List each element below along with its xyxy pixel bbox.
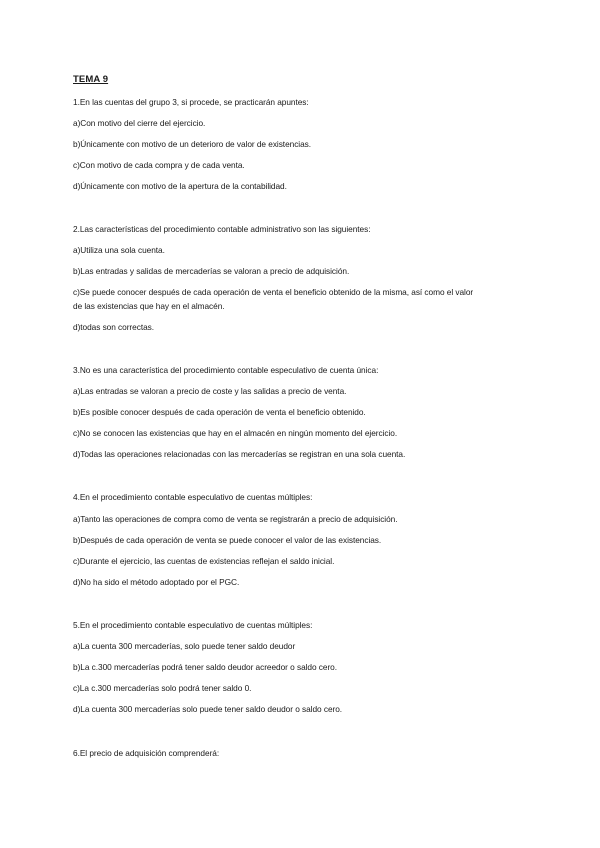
question-3-text: 3.No es una característica del procedimiento contable especulativo de cuenta única: [73, 365, 379, 375]
question-1-option-c: c)Con motivo de cada compra y de cada venta. [73, 160, 245, 170]
question-2-option-a: a)Utiliza una sola cuenta. [73, 245, 165, 255]
question-4-option-d: d)No ha sido el método adoptado por el PGC. [73, 577, 240, 587]
question-2-option-b: b)Las entradas y salidas de mercaderías se valoran a precio de adquisición. [73, 266, 350, 276]
question-6-text: 6.El precio de adquisición comprenderá: [73, 748, 220, 758]
question-2-option-c: c)Se puede conocer después de cada operación de venta el beneficio obtenido de la misma, así como el valor [73, 287, 474, 297]
question-4-option-b: b)Después de cada operación de venta se puede conocer el valor de las existencias. [73, 535, 382, 545]
question-4-option-a: a)Tanto las operaciones de compra como de venta se registrarán a precio de adquisición. [73, 514, 398, 524]
question-2-option-c-continued: de las existencias que hay en el almacén. [73, 301, 225, 311]
question-2-option-d: d)todas son correctas. [73, 322, 154, 332]
question-3-option-d: d)Todas las operaciones relacionadas con las mercaderías se registran en una sola cuenta. [73, 449, 406, 459]
question-3-option-a: a)Las entradas se valoran a precio de coste y las salidas a precio de venta. [73, 386, 347, 396]
question-5-option-d: d)La cuenta 300 mercaderías solo puede tener saldo deudor o saldo cero. [73, 704, 343, 714]
question-1-option-b: b)Únicamente con motivo de un deterioro de valor de existencias. [73, 139, 312, 149]
question-5-option-a: a)La cuenta 300 mercaderías, solo puede tener saldo deudor [73, 641, 296, 651]
question-5-option-b: b)La c.300 mercaderías podrá tener saldo deudor acreedor o saldo cero. [73, 662, 338, 672]
question-1-text: 1.En las cuentas del grupo 3, si procede, se practicarán apuntes: [73, 97, 309, 107]
question-1-option-d: d)Únicamente con motivo de la apertura de la contabilidad. [73, 181, 287, 191]
question-3-option-b: b)Es posible conocer después de cada operación de venta el beneficio obtenido. [73, 407, 366, 417]
question-5-option-c: c)La c.300 mercaderías solo podrá tener saldo 0. [73, 683, 252, 693]
question-2-text: 2.Las características del procedimiento contable administrativo son las siguientes: [73, 224, 371, 234]
question-4-option-c: c)Durante el ejercicio, las cuentas de existencias reflejan el saldo inicial. [73, 556, 335, 566]
question-1-option-a: a)Con motivo del cierre del ejercicio. [73, 118, 206, 128]
question-4-text: 4.En el procedimiento contable especulativo de cuentas múltiples: [73, 492, 313, 502]
question-3-option-c: c)No se conocen las existencias que hay en el almacén en ningún momento del ejercicio. [73, 428, 398, 438]
question-5-text: 5.En el procedimiento contable especulativo de cuentas múltiples: [73, 620, 313, 630]
document-title: TEMA 9 [73, 74, 109, 85]
